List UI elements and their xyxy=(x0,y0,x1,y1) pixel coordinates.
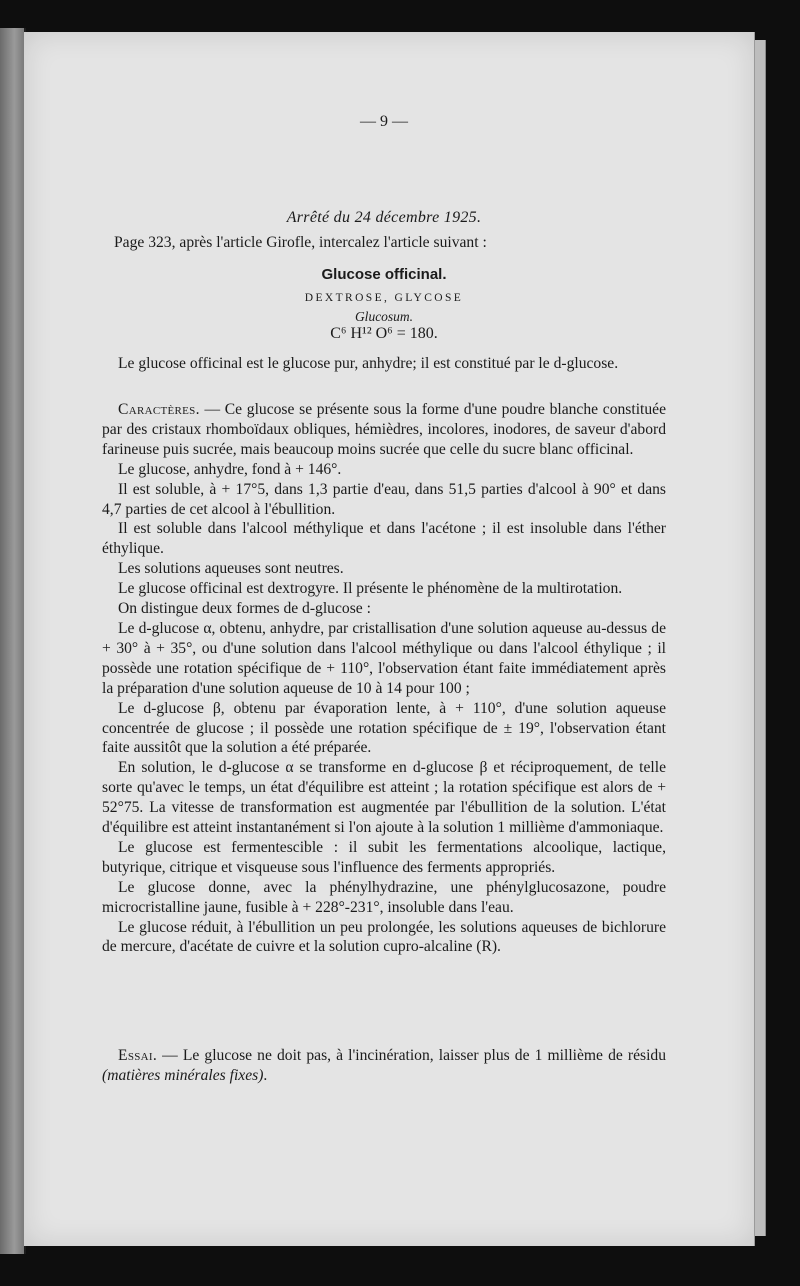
latin-name: Glucosum. xyxy=(354,309,414,324)
body-paragraph: Le glucose donne, avec la phénylhydrazine, une phénylglucosazone, poudre microcristalline jaune, fusible à + 228°-231°, insoluble dans l'eau. xyxy=(102,878,666,916)
insertion-instruction: Page 323, après l'article Girofle, intercalez l'article suivant : xyxy=(114,234,487,251)
chemical-formula: C⁶ H¹² O⁶ = 180. xyxy=(330,325,438,342)
assay-text: — Le glucose ne doit pas, à l'incinération, laisser plus de 1 millième de résidu xyxy=(157,1047,666,1064)
definition-block xyxy=(102,354,666,374)
body-paragraph: Le glucose réduit, à l'ébullition un peu prolongée, les solutions aqueuses de bichlorure de mercure, d'acétate de cuivre et la solution cupro-alcaline (R). xyxy=(102,918,666,956)
characteristics-paragraph xyxy=(102,400,666,460)
left-page-edge xyxy=(0,28,26,1254)
decree-heading: Arrêté du 24 décembre 1925. xyxy=(286,209,482,226)
article-title: Glucose officinal. xyxy=(321,266,447,283)
body-paragraph: Le glucose, anhydre, fond à + 146°. xyxy=(118,460,342,478)
body-paragraph: Le glucose est fermentescible : il subit les fermentations alcoolique, lactique, butyrique, citrique et visqueuse sous l'influence des ferments appropriés. xyxy=(102,838,666,876)
body-paragraph: Il est soluble dans l'alcool méthylique et dans l'acétone ; il est insoluble dans l'éther éthylique. xyxy=(102,520,666,558)
body-paragraph: Le d-glucose β, obtenu par évaporation lente, à + 110°, d'une solution aqueuse concentrée de glucose ; il possède une rotation spécifique de ± 19°, l'observation étant faite aussitôt que la solution a été préparée. xyxy=(102,699,666,757)
body-paragraph: Le glucose officinal est dextrogyre. Il présente le phénomène de la multirotation. xyxy=(118,580,623,598)
body-paragraph: Les solutions aqueuses sont neutres. xyxy=(118,560,344,578)
page-number: — 9 — xyxy=(360,113,408,130)
body-paragraph: On distingue deux formes de d-glucose : xyxy=(118,600,371,618)
assay-block xyxy=(102,1046,666,1086)
body-paragraph: Le d-glucose α, obtenu, anhydre, par cristallisation d'une solution aqueuse au-dessus de + 30° à + 35°, ou d'une solution dans l'alcool méthylique ou dans l'alcool éthylique ; il possède une rotation spécifique de + 110°, l'observation étant faite immédiatement après la préparation d'une solution aqueuse de 10 à 14 pour 100 ; xyxy=(102,619,666,697)
assay-end: . xyxy=(263,1066,268,1084)
book-page xyxy=(24,32,755,1246)
assay-label: Essai. xyxy=(118,1047,158,1064)
characteristics-label: Caractères. xyxy=(118,401,200,418)
body-paragraph: Il est soluble, à + 17°5, dans 1,3 partie d'eau, dans 51,5 parties d'alcool à 90° et dans 4,7 parties de cet alcool à l'ébullition. xyxy=(102,480,666,518)
characteristics-block xyxy=(102,400,666,957)
assay-paragraph xyxy=(102,1046,666,1086)
article-synonyms: DEXTROSE, GLYCOSE xyxy=(304,292,464,304)
characteristics-text: — Ce glucose se présente sous la forme d'une poudre blanche constituée par des cristaux rhomboïdaux obliques, hémièdres, incolores, inodores, de saveur d'abord farineuse puis sucrée, mais beaucoup moins sucrée que celle du sucre blanc officinal. xyxy=(102,401,666,458)
assay-italic: (matières minérales fixes) xyxy=(102,1066,264,1084)
definition-paragraph: Le glucose officinal est le glucose pur, anhydre; il est constitué par le d-glucose. xyxy=(118,355,619,372)
body-paragraph: En solution, le d-glucose α se transforme en d-glucose β et réciproquement, de telle sorte qu'avec le temps, un état d'équilibre est atteint ; la rotation spécifique est alors de + 52°75. La vitesse de transformation est augmentée par l'ébullition de la solution. L'état d'équilibre est atteint instantanément si l'on ajoute à la solution 1 millième d'ammoniaque. xyxy=(102,759,666,837)
